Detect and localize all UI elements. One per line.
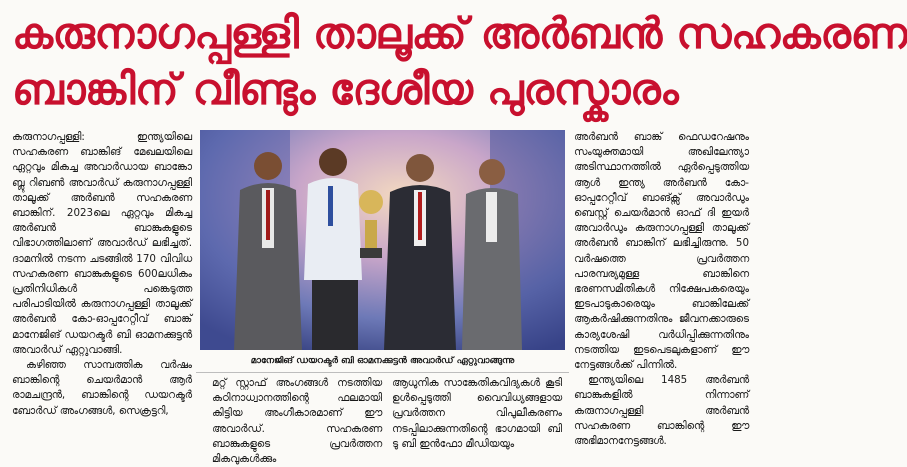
article-column-2 [212,376,382,467]
divider [196,372,569,373]
headline-line-2: ബാങ്കിന് വീണ്ടും ദേശീയ പുരസ്കാരം [12,65,679,115]
article-paragraph: അർബൻ ബാങ്ക് ഫെഡറേഷനും സംയുക്തമായി അഖിലേന്ത്യാ അടിസ്ഥാനത്തിൽ ഏർപ്പെടുത്തിയ ആൾ ഇന്ത്യ അർബൻ കോ-ഓപ്പറേറ്റീവ് ബാങ്ക്സ് അവാർഡും ബെസ്റ്റ് ചെയർമാൻ ഓഫ് ദി ഇയർ അവാർഡും കരുനാഗപ്പള്ളി താലൂക്ക് അർബൻ ബാങ്കിന് ലഭിച്ചിരുന്നു. 50 വർഷത്തെ പ്രവർത്തന പാരമ്പര്യമുള്ള ബാങ്കിനെ ഭരണസമിതികൾ നിക്ഷേപകരെയും ഇടപാടുകാരെയും ബാങ്കിലേക്ക് ആകർഷിക്കുന്നതിനും ജീവനക്കാരുടെ കാര്യശേഷി വർധിപ്പിക്കുന്നതിനും നടത്തിയ ഇടപെടലുകളാണ് ഈ നേട്ടങ്ങൾക്ക് പിന്നിൽ. [574,131,749,372]
article-paragraph: കരുനാഗപ്പള്ളി: ഇന്ത്യയിലെ സഹകരണ ബാങ്കിങ് മേഖലയിലെ ഏറ്റവും മികച്ച അവാർഡായ ബാങ്കോ ബ്ലു റിബൺ അവാർഡ് കരുനാഗപ്പള്ളി താലൂക്ക് അർബൻ സഹകരണ ബാങ്കിന്. 2023ലെ ഏറ്റവും മികച്ച അർബൻ ബാങ്കുകളുടെ വിഭാഗത്തിലാണ് അവാർഡ് ലഭിച്ചത്. ദാമനിൽ നടന്ന ചടങ്ങിൽ 170 വിവിധ സഹകരണ ബാങ്കുകളുടെ 600ലധികം പ്രതിനിധികൾ പങ്കെടുത്ത പരിപാടിയിൽ കരുനാഗപ്പള്ളി താലൂക്ക് അർബൻ കോ-ഓപ്പറേറ്റീവ് ബാങ്ക് മാനേജിങ് ഡയറക്ടർ ബി ഓമനക്കുട്ടൻ അവാർഡ് ഏറ്റുവാങ്ങി. [12,131,192,356]
article-column-1 [12,130,192,419]
headline-line-1: കരുനാഗപ്പള്ളി താലൂക്ക് അർബൻ സഹകരണ [12,9,907,59]
article-paragraph: മറ്റ് സ്റ്റാഫ് അംഗങ്ങൾ നടത്തിയ കഠിനാധ്വാനത്തിന്റെ ഫലമായി കിട്ടിയ അംഗീകാരമാണ് ഈ അവാർഡ്. സഹകരണ ബാങ്കുകളുടെ പ്രവർത്തന മികവുകൾക്കും [212,377,382,466]
article-column-3 [392,376,562,452]
article-column-4 [574,130,749,449]
photo-caption: മാനേജിങ് ഡയറക്ടർ ബി ഓമനക്കുട്ടൻ അവാർഡ് ഏറ്റുവാങ്ങുന്നു [250,356,515,366]
article-paragraph: കഴിഞ്ഞ സാമ്പത്തിക വർഷം ബാങ്കിന്റെ ചെയർമാൻ ആർ രാമചന്ദ്രൻ, ബാങ്കിന്റെ ഡയറക്ടർ ബോർഡ് അംഗങ്ങൾ, സെക്രട്ടറി, [12,359,192,417]
article-paragraph: ആധുനിക സാങ്കേതികവിദ്യകൾ കൂടി ഉൾപ്പെടുത്തി വൈവിധ്യങ്ങളായ പ്രവർത്തന വിപുലീകരണം നടപ്പിലാക്കുന്നതിന്റെ ഭാഗമായി ബി ടു ബി ഇൻഫോ മീഡിയയും [392,377,562,450]
article-paragraph: ഇന്ത്യയിലെ 1485 അർബൻ ബാങ്കുകളിൽ നിന്നാണ് കരുനാഗപ്പള്ളി അർബൻ സഹകരണ ബാങ്കിന്റെ ഈ അഭിമാനനേട്ടങ്ങൾ. [574,374,749,448]
headline [0,0,907,122]
award-photo-image [200,130,565,350]
award-photo [200,130,565,350]
